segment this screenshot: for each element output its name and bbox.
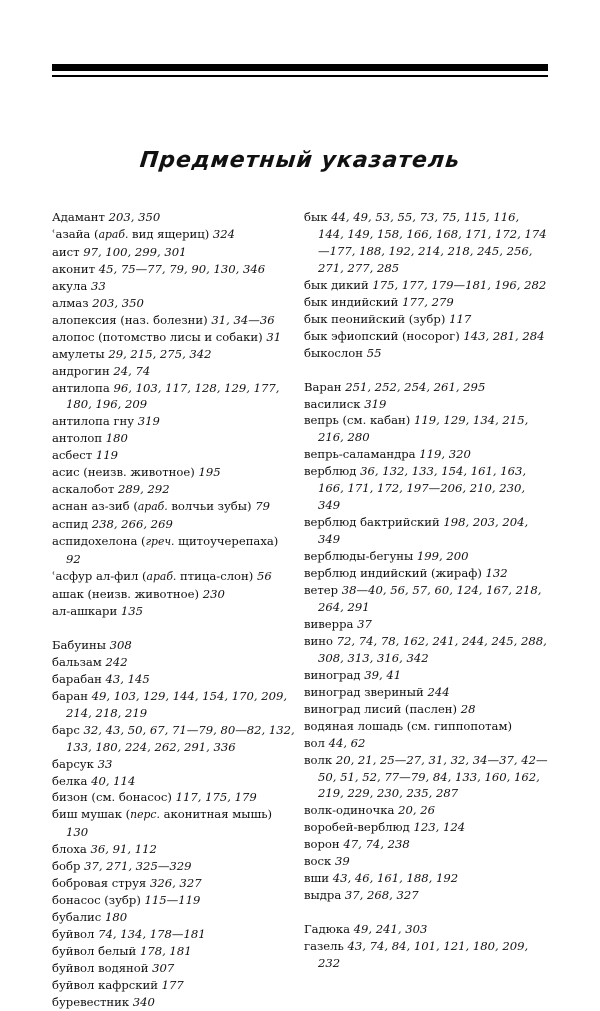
index-term: виверра [304,616,354,631]
index-page-numbers: 117 [449,311,472,326]
index-page-numbers: 20, 21, 25—27, 31, 32, 34—37, 42—50, 51, 52, 77—79, 84, 133, 160, 162, 219, 229, 230, 235, 287 [318,752,548,801]
index-page-numbers: 132 [485,566,508,581]
index-term: аспидохелона ( [52,534,146,549]
index-term: асис (неизв. животное) [52,465,195,480]
index-entry [52,892,296,909]
index-term: воск [304,854,332,869]
index-page-numbers: 119, 129, 134, 215, 216, 280 [318,413,529,445]
index-column-left [52,209,296,1011]
index-term: газель [304,939,344,954]
index-entry [52,858,296,875]
index-page-numbers: 44, 62 [328,735,366,750]
index-term: аскалобот [52,482,115,497]
index-page-numbers: 43, 74, 84, 101, 121, 180, 209, 232 [318,939,529,971]
index-term: вол [304,735,325,750]
top-rule-thick [52,64,548,71]
index-entry [52,773,296,790]
index-page-numbers: 117, 175, 179 [175,790,257,805]
top-rule-thin [52,75,548,77]
index-term: Варан [304,379,342,394]
index-term: верблюд индийский (жираф) [304,566,482,581]
index-entry [304,582,548,616]
index-term: белка [52,773,88,788]
index-term: бык эфиопский (носорог) [304,328,460,343]
index-entry [304,328,548,345]
index-entry [304,412,548,446]
index-entry [52,516,296,533]
index-term: бубалис [52,910,102,925]
index-entry [52,977,296,994]
index-entry [304,938,548,972]
index-entry [52,875,296,892]
index-entry [304,684,548,701]
index-term: бобр [52,859,81,874]
index-entry [52,637,296,654]
index-term: ворон [304,837,340,852]
index-entry [304,294,548,311]
index-term: верблюды-бегуны [304,549,414,564]
index-term: буревестник [52,994,130,1009]
index-entry [52,312,296,329]
index-page-numbers: 49, 241, 303 [353,922,428,937]
index-page-numbers: 37, 271, 325—329 [84,859,192,874]
index-page-numbers: 79 [255,499,270,514]
index-page-numbers: 230 [202,586,225,601]
index-term: бык пеонийский (зубр) [304,311,446,326]
index-term: ал-ашкари [52,603,118,618]
index-page-numbers: 135 [120,603,144,618]
page-title: Предметный указатель [138,148,462,173]
index-term: ветер [304,583,339,598]
index-entry [304,921,548,938]
index-entry [52,209,296,226]
index-term: бонасос (зубр) [52,893,141,908]
index-page-numbers: 45, 75—77, 79, 90, 130, 346 [98,261,266,276]
index-term: быкослон [304,345,363,360]
index-page-numbers: 40, 114 [91,773,136,788]
index-term: вепрь (см. кабан) [304,413,411,428]
index-page-numbers: 33 [90,278,106,293]
index-entry [52,295,296,312]
index-entry [304,853,548,870]
index-term: акула [52,278,88,293]
index-term: антолоп [52,431,103,446]
index-page-numbers: 198, 203, 204, 349 [318,515,529,547]
index-entry [52,943,296,960]
index-term: выдра [304,888,342,903]
index-term: андрогин [52,363,110,378]
index-entry [304,718,548,735]
index-entry [304,701,548,718]
index-entry [304,616,548,633]
index-entry [52,244,296,261]
index-page-numbers: 123, 124 [413,820,466,835]
index-term: Адамант [52,210,105,224]
index-term: бальзам [52,654,102,669]
index-term: виноград лисий (паслен) [304,701,458,716]
index-entry [52,329,296,346]
index-entry [304,514,548,548]
index-page-numbers: 203, 350 [108,210,161,224]
index-page-numbers: 119, 320 [419,447,471,462]
index-entry [52,481,296,498]
index-entry [52,654,296,671]
index-term: Бабуины [52,637,106,652]
index-entry [52,413,296,430]
index-entry [304,752,548,803]
index-page-numbers: 180 [104,910,128,925]
index-page-numbers: 37, 268, 327 [344,888,419,903]
index-language-note: араб. [146,570,177,584]
index-term: биш мушак ( [52,807,131,822]
index-page-numbers: 175, 177, 179—181, 196, 282 [372,277,547,292]
index-term: аист [52,244,80,259]
index-entry [52,688,296,722]
index-page-numbers: 251, 252, 254, 261, 295 [345,379,486,394]
index-page-numbers: 238, 266, 269 [91,517,173,532]
index-term: бык дикий [304,277,369,292]
index-page-numbers: 289, 292 [117,482,170,497]
index-entry [304,870,548,887]
index-language-note: греч. [145,535,175,549]
index-term: барс [52,722,80,737]
index-term: верблюд [304,464,357,479]
index-term: василиск [304,396,361,411]
letter-group-gap [304,904,548,921]
index-page-numbers: 242 [105,654,128,669]
index-language-note: араб. [98,227,129,241]
index-entry [52,261,296,278]
index-term: аснан аз-зиб ( [52,499,138,514]
index-term: водяная лошадь (см. гиппопотам) [304,718,512,733]
index-entry [304,667,548,684]
index-entry [304,819,548,836]
index-entry [52,756,296,773]
index-entry [52,346,296,363]
index-entry [52,926,296,943]
index-term-gloss: вид ящериц) [128,226,210,241]
index-term: ʿазайа ( [52,226,99,241]
index-term: антилопа [52,380,110,395]
index-page-numbers: 92 [66,552,81,567]
index-term: виноград [304,667,361,682]
index-entry [52,722,296,756]
index-page-numbers: 340 [132,994,155,1009]
index-page-numbers: 319 [364,396,387,411]
index-term: волк [304,752,333,767]
index-page-numbers: 29, 215, 275, 342 [108,346,212,361]
index-page-numbers: 31 [266,329,282,344]
index-page-numbers: 203, 350 [92,295,144,310]
index-entry [304,396,548,413]
index-entry [52,603,296,620]
index-page-numbers: 56 [256,569,272,584]
index-page-numbers: 177, 279 [402,294,454,309]
index-entry [52,960,296,977]
index-page-numbers: 36, 132, 133, 154, 161, 163, 166, 171, 172, 197—206, 210, 230, 349 [318,464,527,513]
index-page-numbers: 43, 145 [105,671,150,686]
index-page-numbers: 32, 43, 50, 67, 71—79, 80—82, 132, 133, 180, 224, 262, 291, 336 [66,722,295,754]
index-entry [304,887,548,904]
index-term: виноград звериный [304,684,424,699]
index-entry [304,446,548,463]
index-term: буйвол кафрский [52,977,158,992]
index-page-numbers: 43, 46, 161, 188, 192 [332,871,459,886]
index-term: ʿасфур ал-фил ( [52,569,147,584]
index-term: бык [304,210,328,224]
index-entry [304,463,548,514]
index-page-numbers: 130 [66,825,89,840]
index-term: алмаз [52,295,89,310]
index-entry [52,841,296,858]
index-page-numbers: 44, 49, 53, 55, 73, 75, 115, 116, 144, 149, 158, 166, 168, 171, 172, 174—177, 188, 192, 214, 218, 245, 256, 271, 277, 285 [318,210,547,275]
index-term: буйвол [52,927,95,942]
index-term-gloss: птица-слон) [176,569,254,584]
index-column-right [304,209,548,972]
index-page-numbers: 199, 200 [416,549,469,564]
index-term: алопексия (наз. болезни) [52,312,208,327]
index-term-gloss: волчьи зубы) [167,499,252,514]
index-term: Гадюка [304,922,350,937]
index-term: вино [304,633,333,648]
index-page-numbers: 178, 181 [139,944,192,959]
index-term: барсук [52,756,94,771]
index-page-numbers: 31, 34—36 [211,312,275,327]
index-term: буйвол водяной [52,960,149,975]
index-page-numbers: 244 [427,684,450,699]
index-term-gloss: щитоучерепаха) [174,534,279,549]
index-entry [304,565,548,582]
index-page-numbers: 20, 26 [398,803,435,818]
index-entry [52,447,296,464]
index-term: баран [52,688,88,703]
index-term: воробей-верблюд [304,820,410,835]
index-page-numbers: 37 [357,616,372,631]
index-term: вепрь-саламандра [304,447,416,462]
index-page-numbers: 74, 134, 178—181 [98,927,206,942]
index-entry [52,994,296,1011]
letter-group-gap [52,620,296,637]
index-page-numbers: 143, 281, 284 [463,328,545,343]
index-term: бык индийский [304,294,399,309]
index-page-numbers: 49, 103, 129, 144, 154, 170, 209, 214, 218, 219 [66,688,288,720]
index-page-numbers: 39 [334,854,350,869]
index-term: бизон (см. бонасос) [52,790,172,805]
index-page-numbers: 72, 74, 78, 162, 241, 244, 245, 288, 308, 313, 316, 342 [318,633,547,665]
index-entry [304,633,548,667]
index-page-numbers: 324 [212,226,236,241]
index-entry [52,586,296,603]
index-language-note: араб. [137,500,168,514]
index-page-numbers: 307 [152,960,175,975]
index-term: вши [304,871,330,886]
index-term: амулеты [52,346,105,361]
index-term: волк-одиночка [304,803,395,818]
index-term: аспид [52,517,88,532]
index-entry [52,380,296,414]
index-entry [304,379,548,396]
index-page-numbers: 119 [95,448,118,463]
index-term: верблюд бактрийский [304,515,440,530]
index-entry [304,277,548,294]
index-page-numbers: 96, 103, 117, 128, 129, 177, 180, 196, 209 [66,380,280,412]
index-entry [52,568,296,586]
index-term: антилопа гну [52,414,135,429]
index-entry [52,909,296,926]
index-entry [52,789,296,806]
letter-group-gap [304,362,548,379]
index-term: ашак (неизв. животное) [52,586,199,601]
index-entry [52,363,296,380]
index-page-numbers: 308 [109,637,132,652]
index-term: блоха [52,842,87,857]
index-entry [52,806,296,841]
index-page-numbers: 38—40, 56, 57, 60, 124, 167, 218, 264, 291 [318,583,542,614]
index-page-numbers: 115—119 [144,893,201,908]
index-entry [304,209,548,277]
index-page-numbers: 24, 74 [113,363,151,378]
index-term: алопос (потомство лисы и собаки) [52,329,263,344]
index-page-numbers: 55 [366,345,382,360]
index-page-numbers: 326, 327 [149,876,202,891]
index-entry [52,226,296,244]
index-page-numbers: 319 [137,414,160,429]
index-page-numbers: 33 [97,756,113,771]
index-term: асбест [52,448,93,463]
index-entry [52,464,296,481]
index-term: буйвол белый [52,944,137,959]
index-entry [304,836,548,853]
index-term: барабан [52,671,102,686]
index-entry [304,802,548,819]
index-entry [304,345,548,362]
index-entry [304,735,548,752]
index-page-numbers: 180 [105,431,128,446]
index-language-note: перс. [130,808,160,822]
index-page-numbers: 97, 100, 299, 301 [83,244,187,259]
index-entry [304,311,548,328]
index-entry [52,430,296,447]
index-entry [52,533,296,568]
index-page-numbers: 177 [161,977,184,992]
index-term-gloss: аконитная мышь) [159,807,273,822]
index-entry [52,671,296,688]
index-term: бобровая струя [52,876,147,891]
index-term: аконит [52,261,96,276]
index-entry [52,498,296,516]
index-page-numbers: 195 [198,465,221,480]
index-page-numbers: 39, 41 [364,667,402,682]
index-entry [52,278,296,295]
index-entry [304,548,548,565]
index-page-numbers: 28 [460,701,476,716]
index-page-numbers: 36, 91, 112 [90,842,157,857]
index-page-numbers: 47, 74, 238 [343,837,410,852]
